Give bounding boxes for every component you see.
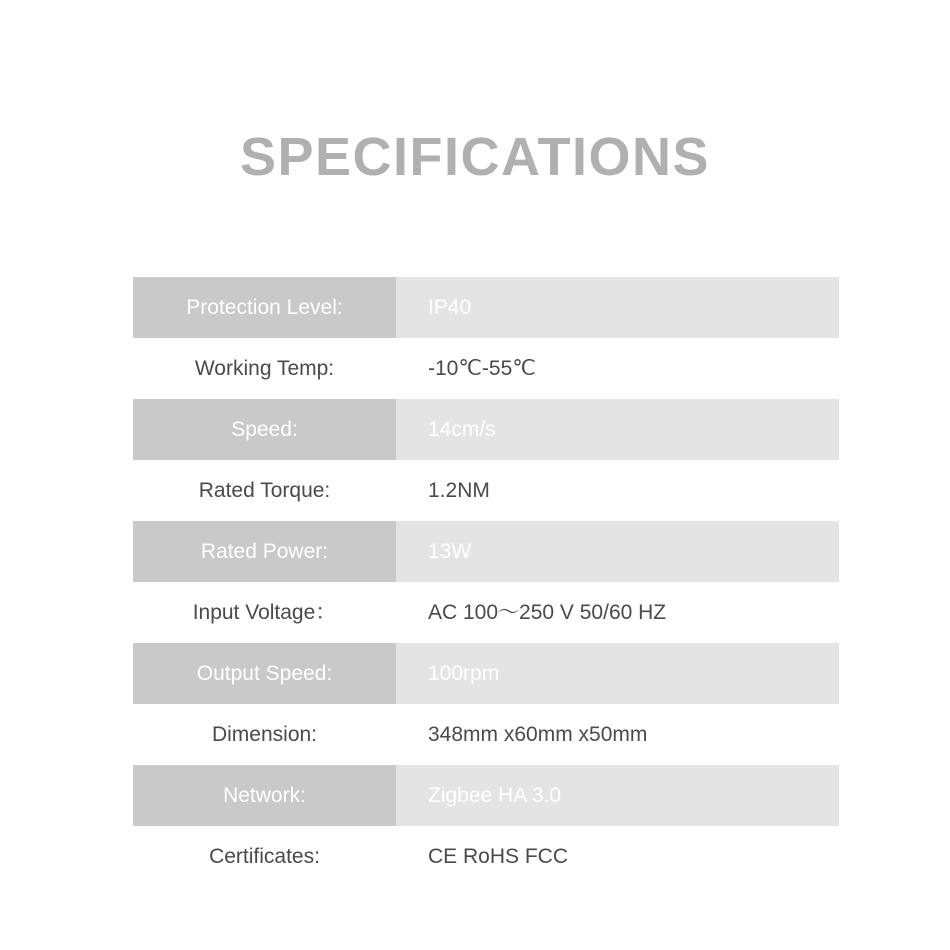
spec-value-text: Zigbee HA 3.0	[428, 783, 562, 807]
spec-label: Speed:	[133, 399, 396, 460]
spec-value	[396, 338, 839, 399]
spec-label: Working Temp:	[133, 338, 396, 399]
spec-label: Rated Power:	[133, 521, 396, 582]
spec-value	[396, 643, 839, 704]
spec-value-text: 14cm/s	[428, 417, 496, 441]
table-row	[133, 643, 839, 704]
table-row	[133, 582, 839, 643]
table-row	[133, 338, 839, 399]
spec-label: Rated Torque:	[133, 460, 396, 521]
spec-value-text: 1.2NM	[428, 478, 490, 502]
spec-value	[396, 460, 839, 521]
table-row	[133, 704, 839, 765]
spec-value	[396, 704, 839, 765]
table-row	[133, 399, 839, 460]
spec-label: Dimension:	[133, 704, 396, 765]
spec-value-text: IP40	[428, 295, 472, 319]
specifications-table	[133, 277, 839, 887]
spec-label: Output Speed:	[133, 643, 396, 704]
spec-value-text: 100rpm	[428, 661, 500, 685]
spec-value-text: AC 100～250 V 50/60 HZ	[428, 600, 667, 624]
spec-label: Protection Level:	[133, 277, 396, 338]
spec-value	[396, 582, 839, 643]
spec-value	[396, 277, 839, 338]
table-row	[133, 460, 839, 521]
spec-value	[396, 399, 839, 460]
table-row	[133, 521, 839, 582]
spec-label: Network:	[133, 765, 396, 826]
specifications-table-body	[133, 277, 839, 887]
table-row	[133, 765, 839, 826]
page-title: SPECIFICATIONS	[239, 127, 711, 187]
spec-value-text: -10℃-55℃	[428, 356, 536, 380]
spec-value	[396, 765, 839, 826]
table-row	[133, 277, 839, 338]
spec-label: Certificates:	[133, 826, 396, 887]
spec-value-text: 13W	[428, 539, 472, 563]
spec-value	[396, 826, 839, 887]
table-row	[133, 826, 839, 887]
spec-value-text: CE RoHS FCC	[428, 844, 569, 868]
spec-label: Input Voltage：	[133, 582, 396, 643]
spec-value	[396, 521, 839, 582]
spec-value-text: 348mm x60mm x50mm	[428, 722, 648, 746]
